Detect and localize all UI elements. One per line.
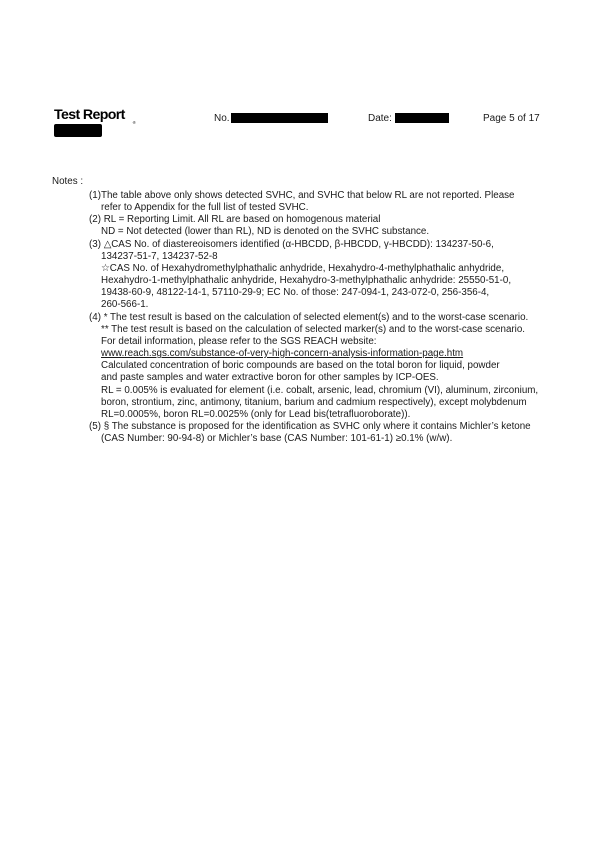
page-number: Page 5 of 17 (483, 113, 540, 124)
notes-list (89, 190, 559, 445)
date-label: Date: (368, 113, 392, 124)
note-2-line-2: ND = Not detected (lower than RL), ND is denoted on the SVHC substance. (101, 226, 430, 238)
note-4-line-8: boron, strontium, zinc, antimony, titanium, barium and cadmium respectively), except molybdenum (101, 396, 527, 408)
notes-heading: Notes : (52, 176, 84, 187)
note-4-line-7: RL = 0.005% is evaluated for element (i.e. cobalt, arsenic, lead, chromium (VI), aluminum, zirconium, (101, 384, 539, 396)
report-number-redacted (231, 113, 328, 123)
note-4-line-2: ** The test result is based on the calculation of selected marker(s) and to the worst-case scenario. (101, 323, 526, 335)
report-logo (54, 107, 136, 137)
note-3-line-2: 134237-51-7, 134237-52-8 (101, 250, 218, 262)
note-4-line-5: Calculated concentration of boric compounds are based on the total boron for liquid, powder (101, 360, 500, 372)
logo-text (54, 107, 136, 125)
note-4-line-1: (4) * The test result is based on the calculation of selected element(s) and to the worst-case scenario. (89, 311, 529, 323)
note-4-line-9: RL=0.0005%, boron RL=0.0025% (only for Lead bis(tetrafluoroborate)). (101, 408, 411, 420)
note-5-line-1: (5) § The substance is proposed for the identification as SVHC only where it contains Michler’s ketone (89, 420, 531, 432)
date-redacted (395, 113, 449, 123)
note-1-line-2: refer to Appendix for the full list of tested SVHC. (101, 202, 309, 214)
note-3-line-1: (3) △CAS No. of diastereoisomers identified (α-HBCDD, β-HBCDD, γ-HBCDD): 134237-50-6, (89, 238, 494, 250)
note-2-line-1: (2) RL = Reporting Limit. All RL are based on homogenous material (89, 214, 381, 226)
note-3-line-6: 260-566-1. (101, 299, 149, 311)
note-3-line-4: Hexahydro-1-methylphathalic anhydride, Hexahydro-3-methylphathalic anhydride: 25550-51-0, (101, 275, 512, 287)
note-3-line-5: 19438-60-9, 48122-14-1, 57110-29-9; EC No. of those: 247-094-1, 243-072-0, 256-356-4, (101, 287, 490, 299)
note-4-line-6: and paste samples and water extractive boron for other samples by ICP-OES. (101, 372, 439, 384)
note-5-line-2: (CAS Number: 90-94-8) or Michler’s base (CAS Number: 101-61-1) ≥0.1% (w/w). (101, 433, 453, 445)
sgs-reach-link[interactable]: www.reach.sgs.com/substance-of-very-high-concern-analysis-information-page.htm (101, 348, 464, 360)
logo-title: Test Report (54, 107, 125, 122)
note-3-line-3: ☆CAS No. of Hexahydromethylphathalic anhydride, Hexahydro-4-methylphathalic anhydride, (101, 262, 505, 274)
note-1-line-1: (1)The table above only shows detected SVHC, and SVHC that below RL are not reported. Please (89, 190, 515, 201)
logo-redacted-block (54, 124, 102, 137)
note-4-line-3: For detail information, please refer to the SGS REACH website: (101, 335, 377, 347)
report-number-label: No. (214, 113, 230, 124)
logo-registered-mark: ® (132, 120, 136, 125)
